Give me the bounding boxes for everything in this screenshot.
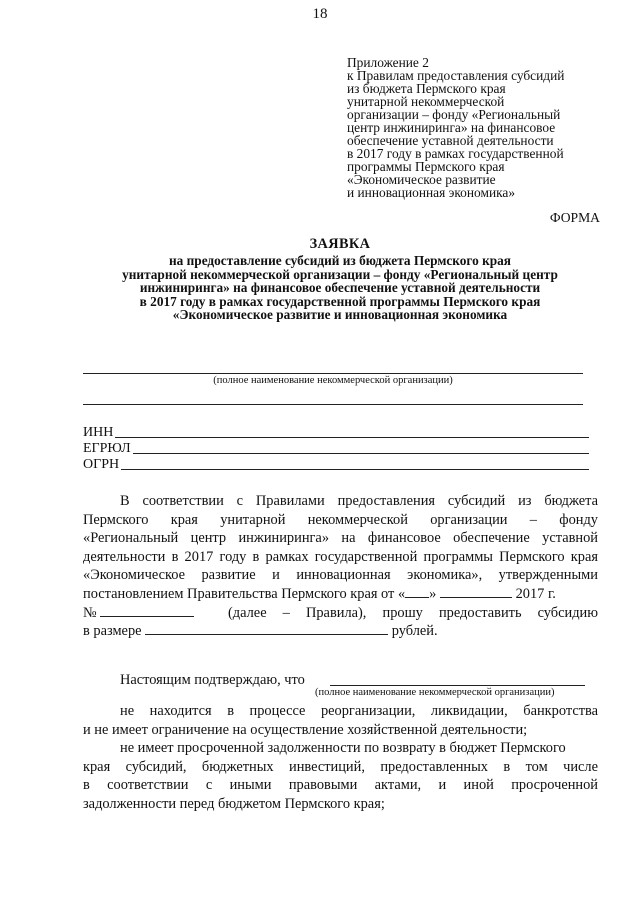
paragraph-line: Пермского края унитарной некоммерческой организации – фонду xyxy=(83,511,598,528)
egrul-label: ЕГРЮЛ xyxy=(83,441,131,456)
year-text: 2017 г. xyxy=(515,585,556,602)
condition-line: не находится в процессе реорганизации, ликвидации, банкротства xyxy=(120,703,598,719)
subtitle-line: инжиниринга» на финансовое обеспечение уставной деятельности xyxy=(139,280,541,296)
org-name-caption: (полное наименование некоммерческой организации) xyxy=(213,375,453,386)
appendix-line: программы Пермского края xyxy=(347,159,505,174)
condition-line: в соответствии с иными правовыми актами, и иной просроченной xyxy=(83,777,598,794)
confirm-text: Настоящим подтверждаю, что xyxy=(120,672,305,688)
confirm-org-field[interactable] xyxy=(330,685,585,686)
decree-text: постановлением Правительства Пермского края от « xyxy=(83,585,406,602)
subtitle-line: на предоставление субсидий из бюджета Пермского края xyxy=(169,253,511,268)
number-line xyxy=(83,604,598,623)
decree-number-field[interactable] xyxy=(100,604,194,617)
paragraph-line: деятельности в 2017 году в рамках государственной программы Пермского края xyxy=(83,548,598,565)
ogrn-field[interactable] xyxy=(121,469,589,470)
appendix-line: организации – фонду «Региональный xyxy=(347,107,561,122)
appendix-line: центр инжиниринга» на финансовое xyxy=(347,120,556,135)
number-sign: № xyxy=(83,604,97,621)
appendix-block xyxy=(347,56,617,199)
paragraph-line: «Региональный центр инжиниринга» на финансовое обеспечение уставной xyxy=(83,530,598,547)
ogrn-row xyxy=(83,457,589,473)
confirm-caption: (полное наименование некоммерческой организации) xyxy=(315,687,555,698)
amount-label: в размере xyxy=(83,623,142,640)
form-label: ФОРМА xyxy=(549,210,600,225)
egrul-row xyxy=(83,441,589,457)
page-number: 18 xyxy=(312,6,328,22)
appendix-line: и инновационная экономика» xyxy=(347,185,516,200)
subtitle-line: «Экономическое развитие и инновационная экономика xyxy=(172,307,508,323)
request-paragraph xyxy=(83,492,598,641)
confirm-line xyxy=(120,671,305,690)
appendix-line: Приложение 2 xyxy=(347,55,429,70)
condition-line: края субсидий, бюджетных инвестиций, предоставленных в том числе xyxy=(83,758,598,775)
appendix-line: в 2017 году в рамках государственной xyxy=(347,146,564,161)
paragraph-line: В соответствии с Правилами предоставления субсидий из бюджета xyxy=(120,493,598,509)
date-month-field[interactable] xyxy=(440,585,512,598)
currency-label: рублей. xyxy=(391,623,438,640)
quote-close: » xyxy=(429,585,437,602)
document-subtitle xyxy=(60,254,620,322)
subtitle-line: унитарной некоммерческой организации – фонду «Региональный центр xyxy=(122,266,558,282)
appendix-line: унитарной некоммерческой xyxy=(347,94,505,109)
condition-line: не имеет просроченной задолженности по возврату в бюджет Пермского xyxy=(120,740,566,757)
egrul-field[interactable] xyxy=(133,453,589,454)
document-title: ЗАЯВКА xyxy=(309,236,371,252)
appendix-line: из бюджета Пермского края xyxy=(347,81,506,96)
amount-field[interactable] xyxy=(145,622,388,635)
paragraph-line: «Экономическое развитие и инновационная экономика», утвержденными xyxy=(83,567,598,584)
inn-field[interactable] xyxy=(115,437,589,438)
amount-line xyxy=(83,622,598,641)
number-line-text: (далее – Правила), прошу предоставить субсидию xyxy=(228,604,598,621)
subtitle-line: в 2017 году в рамках государственной программы Пермского края xyxy=(139,293,541,309)
org-name-field-continued[interactable] xyxy=(83,404,583,405)
conditions-block xyxy=(83,702,598,814)
inn-row xyxy=(83,425,589,441)
condition-line: и не имеет ограничение на осуществление хозяйственной деятельности; xyxy=(83,721,528,738)
appendix-line: к Правилам предоставления субсидий xyxy=(347,68,565,83)
inn-label: ИНН xyxy=(83,425,114,440)
ogrn-label: ОГРН xyxy=(83,457,120,472)
condition-line: задолженности перед бюджетом Пермского края; xyxy=(83,795,385,812)
org-name-field[interactable] xyxy=(83,373,583,374)
date-line xyxy=(83,585,598,604)
appendix-line: «Экономическое развитие xyxy=(347,172,496,187)
date-day-field[interactable] xyxy=(405,585,429,598)
appendix-line: обеспечение уставной деятельности xyxy=(347,133,554,148)
